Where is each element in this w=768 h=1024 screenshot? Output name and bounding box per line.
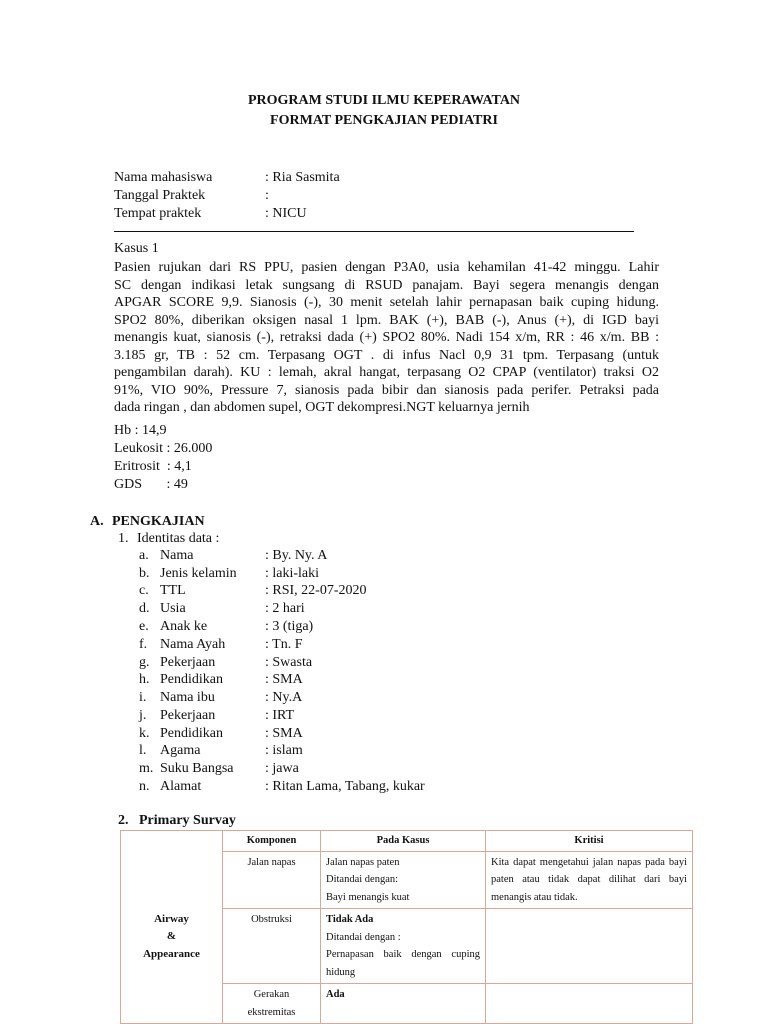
identity-label: Nama Ayah [160, 637, 226, 652]
group-line-3: Appearance [143, 947, 200, 960]
practice-place-value: : NICU [265, 206, 307, 221]
komponen-line: Gerakan [253, 989, 290, 1000]
case-line: dada ringan , dan abdomen supel, OGT dekompresi.NGT keluarnya jernih [114, 400, 530, 415]
identity-value: : SMA [265, 672, 303, 687]
identity-letter: d. [139, 601, 150, 616]
table-corner-cell [121, 831, 223, 852]
kasus-line: Jalan napas paten [326, 856, 400, 868]
identity-label: Anak ke [160, 619, 208, 634]
table-header-row [121, 831, 693, 852]
kasus-line: Ditandai dengan : [326, 931, 401, 943]
case-line: SPO2 80%, diberikan oksigen nasal 1 lpm. BAK (+), BAB (-), Anus (+), di IGD bayi [114, 312, 659, 328]
student-name-label: Nama mahasiswa [114, 170, 213, 185]
lab-leukosit: Leukosit : 26.000 [114, 441, 213, 456]
identity-value: : 3 (tiga) [265, 619, 314, 634]
identity-label: Pendidikan [160, 672, 223, 687]
identity-value: : IRT [265, 708, 295, 723]
identity-value: : By. Ny. A [265, 548, 328, 563]
identity-letter: f. [139, 637, 148, 652]
identity-value: : Tn. F [265, 637, 303, 652]
group-line-1: Airway [154, 912, 189, 925]
komponen-jalan-napas: Jalan napas [223, 851, 321, 909]
identity-value: : SMA [265, 726, 303, 741]
kasus-obstruksi [321, 909, 486, 984]
identity-letter: c. [139, 583, 149, 598]
identity-letter: b. [139, 566, 150, 581]
section-a-marker: A. [90, 514, 104, 529]
kasus-jalan-napas [321, 851, 486, 909]
header-line-2: FORMAT PENGKAJIAN PEDIATRI [270, 113, 498, 128]
case-line: 91%, VIO 90%, Pressure 7, sianosis pada bibir dan sianosis pada perifer. Petraksi pada [114, 382, 659, 398]
identity-letter: m. [139, 761, 154, 776]
identity-value: : Ritan Lama, Tabang, kukar [265, 779, 425, 794]
identity-label: Alamat [160, 779, 202, 794]
identity-label: Suku Bangsa [160, 761, 234, 776]
identity-value: : 2 hari [265, 601, 305, 616]
section-a-title: PENGKAJIAN [112, 514, 205, 529]
kasus-line: Tidak Ada [326, 914, 374, 925]
practice-place-label: Tempat praktek [114, 206, 202, 221]
lab-gds: GDS : 49 [114, 477, 188, 492]
case-line: APGAR SCORE 9,9. Sianosis (-), 30 menit setelah lahir pernapasan baik cuping hidung. [114, 295, 659, 310]
subsection-2-title: Primary Survay [139, 813, 236, 828]
table-row [121, 851, 693, 909]
airway-appearance-cell [121, 851, 223, 1024]
case-line: pengambilan darah). KU : lemah, akral hangat, terpasang O2 CPAP (ventilator) traksi O2 [114, 365, 659, 380]
practice-date-value: : [265, 188, 269, 203]
identity-letter: a. [139, 548, 149, 563]
case-title: Kasus 1 [114, 241, 159, 256]
identity-value: : RSI, 22-07-2020 [265, 583, 367, 598]
separator-line [114, 231, 634, 232]
identity-letter: g. [139, 655, 150, 670]
identity-value: : laki-laki [265, 566, 320, 581]
identity-label: TTL [160, 583, 186, 598]
student-name-value: : Ria Sasmita [265, 170, 340, 185]
kasus-gerakan-ekstremitas: Ada [321, 984, 486, 1024]
identity-label: Agama [160, 743, 201, 758]
identity-value: : islam [265, 743, 303, 758]
subsection-2-marker: 2. [118, 813, 129, 828]
identity-letter: e. [139, 619, 149, 634]
identity-label: Pekerjaan [160, 708, 216, 723]
group-line-2: & [166, 930, 177, 943]
kritisi-obstruksi [486, 909, 693, 984]
identity-label: Usia [160, 601, 186, 616]
subsection-1-marker: 1. [118, 531, 129, 546]
identity-letter: k. [139, 726, 150, 741]
kasus-line: Ditandai dengan: [326, 874, 399, 885]
identity-value: : Ny.A [265, 690, 303, 705]
header-kritisi: Kritisi [486, 831, 693, 852]
identity-label: Nama [160, 548, 194, 563]
case-line: SC dengan indikasi letak sungsang di RSUD panajam. Bayi segera menangis dengan [114, 277, 659, 293]
komponen-gerakan-ekstremitas [223, 984, 321, 1024]
identity-label: Pendidikan [160, 726, 223, 741]
kritisi-gerakan-ekstremitas [486, 984, 693, 1024]
kasus-line: Pernapasan baik dengan cuping hidung [326, 949, 480, 978]
subsection-1-title: Identitas data : [137, 531, 220, 546]
lab-eritrosit: Eritrosit : 4,1 [114, 459, 192, 474]
identity-letter: j. [139, 708, 147, 723]
header-pada-kasus: Pada Kasus [321, 831, 486, 852]
case-line: Pasien rujukan dari RS PPU, pasien dengan P3A0, usia kehamilan 41-42 minggu. Lahir [114, 260, 659, 275]
header-line-1: PROGRAM STUDI ILMU KEPERAWATAN [247, 93, 521, 108]
lab-hb: Hb : 14,9 [114, 423, 167, 438]
primary-survey-table [120, 830, 693, 1024]
identity-letter: n. [139, 779, 150, 794]
identity-label: Nama ibu [160, 690, 215, 705]
case-line: 3.185 gr, TB : 52 cm. Terpasang OGT . di infus Nacl 0,9 31 tpm. Terpasang (untuk [114, 347, 659, 363]
identity-label: Jenis kelamin [160, 566, 237, 581]
case-line: menangis kuat, sianosis (-), retraksi dada (+) SPO2 80%. Nadi 154 x/m, RR : 46 x/m. BB : [114, 330, 659, 345]
identity-letter: i. [139, 690, 147, 705]
identity-letter: l. [139, 743, 147, 758]
identity-label: Pekerjaan [160, 655, 216, 670]
identity-letter: h. [139, 672, 150, 687]
kasus-line: Bayi menangis kuat [326, 891, 410, 903]
header-komponen: Komponen [223, 831, 321, 852]
practice-date-label: Tanggal Praktek [114, 188, 206, 203]
case-description [114, 259, 659, 417]
komponen-obstruksi: Obstruksi [223, 909, 321, 984]
kritisi-jalan-napas: Kita dapat mengetahui jalan napas pada bayi paten atau tidak dapat dilihat dari bayi menangis atau tidak. [486, 851, 693, 909]
identity-value: : jawa [265, 761, 299, 776]
komponen-line: ekstremitas [247, 1006, 296, 1018]
identity-value: : Swasta [265, 655, 313, 670]
